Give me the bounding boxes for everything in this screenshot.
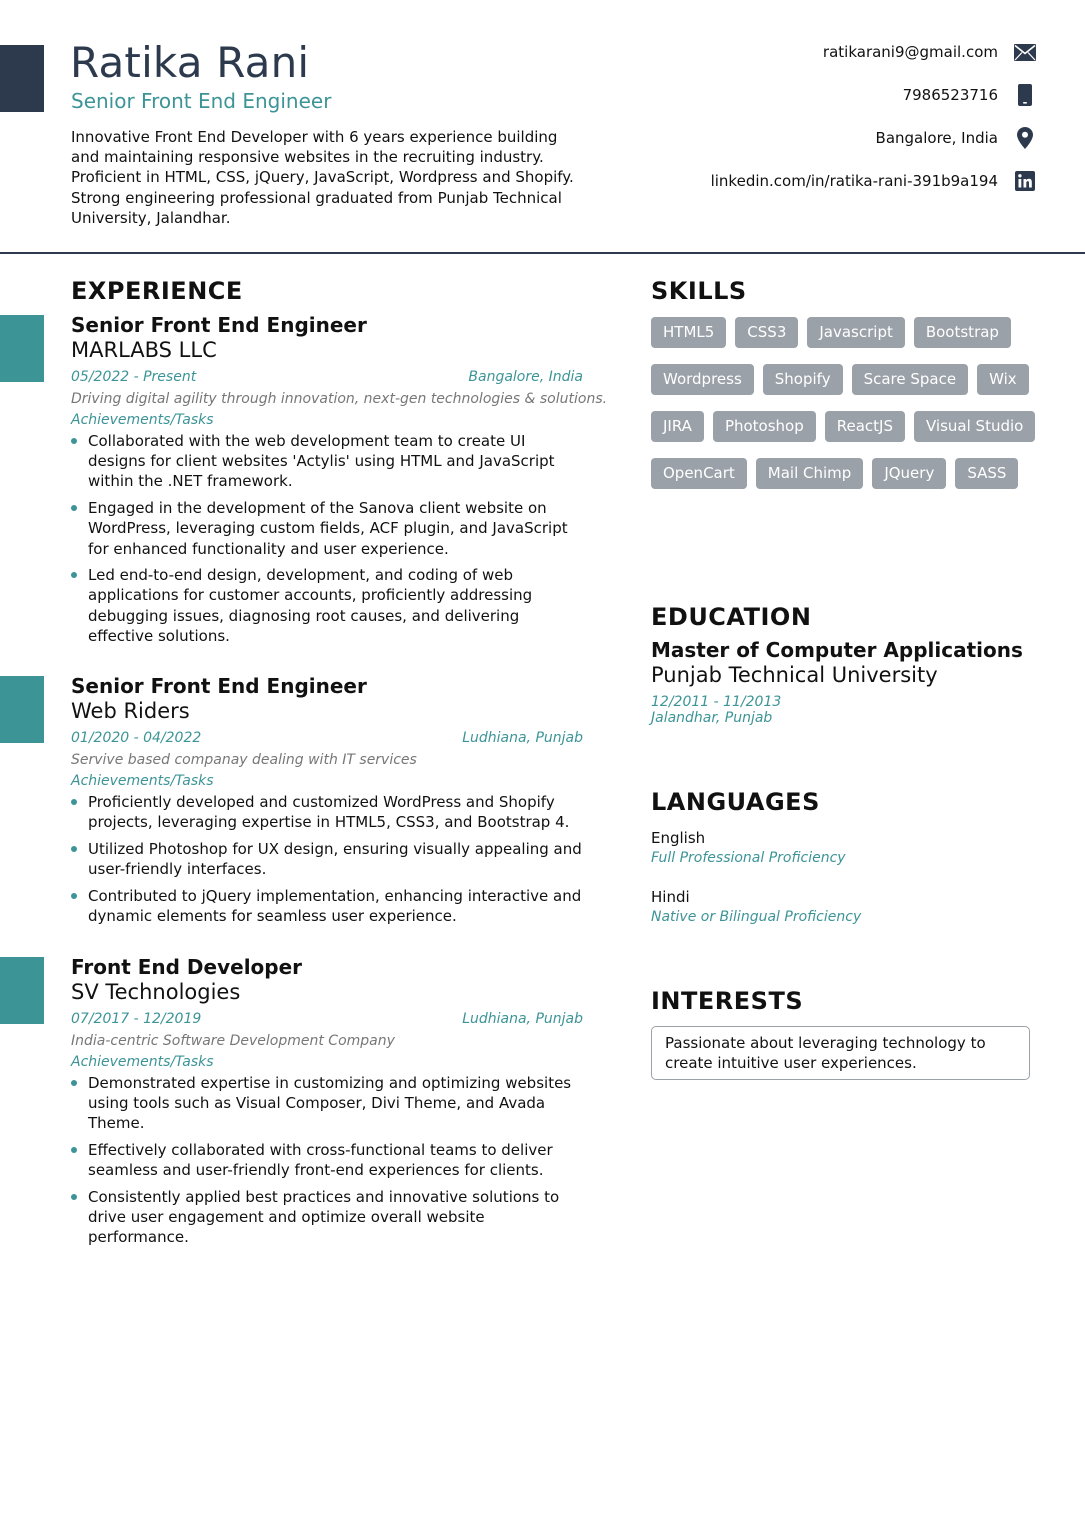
skill-tag: Javascript xyxy=(807,317,904,348)
bullet-text: Demonstrated expertise in customizing and optimizing websites using tools such as Visual Composer, Divi Theme, and Avada Theme. xyxy=(88,1074,572,1133)
job-location: Bangalore, India xyxy=(468,369,583,385)
bullet-dot xyxy=(71,893,77,899)
location-text: Bangalore, India xyxy=(875,129,998,147)
job-dates: 01/2020 - 04/2022 xyxy=(71,730,202,746)
bullet-dot xyxy=(71,438,77,444)
language-name: Hindi xyxy=(651,888,690,906)
bullet-dot xyxy=(71,1194,77,1200)
job-location: Ludhiana, Punjab xyxy=(462,1011,583,1027)
list-item xyxy=(71,792,586,832)
bullet-text: Effectively collaborated with cross-functional teams to deliver seamless and user-friendly front-end experiences for clients. xyxy=(88,1141,553,1180)
skill-tag: Photoshop xyxy=(713,411,816,442)
job-description: India-centric Software Development Company xyxy=(71,1033,395,1049)
location-pin-icon xyxy=(1014,127,1036,149)
linkedin-text[interactable]: linkedin.com/in/ratika-rani-391b9a194 xyxy=(710,172,998,190)
bullet-dot xyxy=(71,505,77,511)
education-heading: EDUCATION xyxy=(651,603,812,631)
skill-tag: Visual Studio xyxy=(914,411,1035,442)
bullet-text: Led end-to-end design, development, and coding of web applications for customer accounts, proficiently addressing debugging issues, diagnosing root causes, and delivering effective solutions. xyxy=(88,566,533,645)
list-item xyxy=(71,431,586,492)
skill-tag: Scare Space xyxy=(852,364,969,395)
job-company: Web Riders xyxy=(71,699,190,723)
bullet-dot xyxy=(71,572,77,578)
job-location: Ludhiana, Punjab xyxy=(462,730,583,746)
bullet-text: Proficiently developed and customized WordPress and Shopify projects, leveraging expertise in HTML5, CSS3, and Bootstrap 4. xyxy=(88,793,570,832)
job-meta xyxy=(71,369,586,389)
contact-linkedin[interactable] xyxy=(711,169,1036,193)
phone-icon xyxy=(1014,84,1036,106)
list-item xyxy=(71,886,586,926)
education-location: Jalandhar, Punjab xyxy=(651,710,773,726)
candidate-name: Ratika Rani xyxy=(70,38,310,87)
list-item xyxy=(71,498,586,559)
job-accent-bar xyxy=(0,315,44,382)
list-item xyxy=(71,1140,586,1180)
job-accent-bar xyxy=(0,957,44,1024)
job-meta xyxy=(71,1011,586,1031)
header-accent-bar xyxy=(0,45,44,112)
language-name: English xyxy=(651,829,706,847)
envelope-icon xyxy=(1014,41,1036,63)
header-divider xyxy=(0,252,1085,254)
education-dates: 12/2011 - 11/2013 xyxy=(651,694,782,710)
job-entry xyxy=(71,313,608,653)
skills-list xyxy=(651,317,1046,489)
job-dates: 07/2017 - 12/2019 xyxy=(71,1011,202,1027)
interest-item xyxy=(651,1026,1030,1080)
job-accent-bar xyxy=(0,676,44,743)
skill-tag: Mail Chimp xyxy=(756,458,864,489)
bullet-dot xyxy=(71,799,77,805)
bullet-text: Utilized Photoshop for UX design, ensuring visually appealing and user-friendly interfaces. xyxy=(88,839,582,879)
skill-tag: ReactJS xyxy=(825,411,905,442)
achievements-list xyxy=(71,1073,586,1248)
job-description: Driving digital agility through innovation, next-gen technologies & solutions. xyxy=(71,391,608,407)
skill-tag: JQuery xyxy=(872,458,946,489)
bullet-text: Consistently applied best practices and innovative solutions to drive user engagement and optimize overall website performance. xyxy=(88,1188,560,1247)
summary-text: Innovative Front End Developer with 6 years experience building and maintaining responsive websites in the recruiting industry. Proficient in HTML, CSS, jQuery, JavaScript, Wordpress and Shopify. Strong engineering professional graduated from Punjab Technical University, Jalandhar. xyxy=(71,128,574,227)
skill-tag: Bootstrap xyxy=(914,317,1011,348)
skill-tag: JIRA xyxy=(651,411,704,442)
interest-text: Passionate about leveraging technology to create intuitive user experiences. xyxy=(665,1034,986,1073)
job-meta xyxy=(71,730,586,750)
job-title: Front End Developer xyxy=(71,955,303,979)
achievements-list xyxy=(71,431,586,646)
skill-tag: CSS3 xyxy=(735,317,798,348)
contact-phone[interactable] xyxy=(903,83,1036,107)
skill-tag: SASS xyxy=(955,458,1018,489)
job-title: Senior Front End Engineer xyxy=(71,313,367,337)
achievements-label: Achievements/Tasks xyxy=(71,412,214,428)
skill-tag: OpenCart xyxy=(651,458,747,489)
list-item xyxy=(71,1187,586,1248)
job-title: Senior Front End Engineer xyxy=(71,674,367,698)
bullet-text: Collaborated with the web development team to create UI designs for client websites 'Actylis' using HTML and JavaScript within the .NET framework. xyxy=(88,432,555,491)
education-degree: Master of Computer Applications xyxy=(651,638,1023,662)
skills-heading: SKILLS xyxy=(651,277,747,305)
phone-text[interactable]: 7986523716 xyxy=(902,86,998,104)
list-item xyxy=(71,1073,586,1134)
bullet-text: Engaged in the development of the Sanova client website on WordPress, leveraging custom fields, ACF plugin, and JavaScript for enhanced functionality and user experience. xyxy=(88,499,568,558)
bullet-dot xyxy=(71,1147,77,1153)
job-company: MARLABS LLC xyxy=(71,338,217,362)
job-entry xyxy=(71,955,586,1254)
education-school: Punjab Technical University xyxy=(651,663,938,687)
skill-tag: HTML5 xyxy=(651,317,726,348)
language-level: Native or Bilingual Proficiency xyxy=(651,909,862,925)
email-text[interactable]: ratikarani9@gmail.com xyxy=(822,43,998,61)
job-company: SV Technologies xyxy=(71,980,241,1004)
interests-heading: INTERESTS xyxy=(651,987,804,1015)
bullet-text: Contributed to jQuery implementation, enhancing interactive and dynamic elements for seamless user experience. xyxy=(88,886,582,926)
linkedin-icon[interactable] xyxy=(1014,170,1036,192)
list-item xyxy=(71,839,586,879)
languages-heading: LANGUAGES xyxy=(651,788,820,816)
achievements-list xyxy=(71,792,586,926)
achievements-label: Achievements/Tasks xyxy=(71,1054,214,1070)
list-item xyxy=(71,565,586,646)
language-level: Full Professional Proficiency xyxy=(651,850,846,866)
contact-location xyxy=(876,126,1036,150)
experience-heading: EXPERIENCE xyxy=(71,277,243,305)
bullet-dot xyxy=(71,1080,77,1086)
achievements-label: Achievements/Tasks xyxy=(71,773,214,789)
skill-tag: Wix xyxy=(977,364,1029,395)
contact-email[interactable] xyxy=(823,40,1036,64)
skill-tag: Wordpress xyxy=(651,364,754,395)
job-dates: 05/2022 - Present xyxy=(71,369,197,385)
skill-tag: Shopify xyxy=(763,364,843,395)
job-entry xyxy=(71,674,586,933)
candidate-headline: Senior Front End Engineer xyxy=(71,89,332,113)
job-description: Servive based companay dealing with IT services xyxy=(71,752,417,768)
bullet-dot xyxy=(71,846,77,852)
